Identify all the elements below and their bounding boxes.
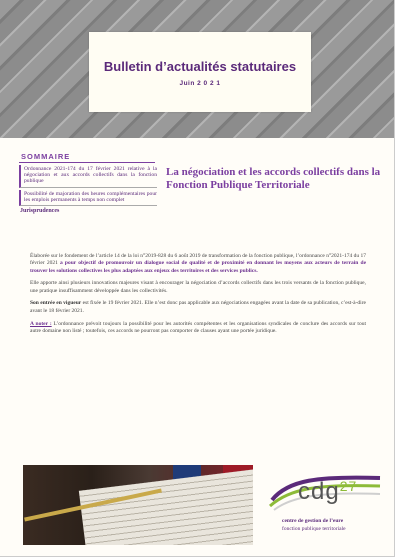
paragraph-highlight: Son entrée en vigueur <box>30 300 82 307</box>
paragraph-4 <box>30 321 366 336</box>
logo-wordmark <box>298 478 357 506</box>
bulletin-date: Juin 2 0 2 1 <box>179 80 221 87</box>
paragraph-text: Élaborée sur le fondement de l’article 14 de la loi n°2019-828 du 6 août 2019 de transformation de la fonction publique, l’ordonnance n°2021-174 du 17 février 2021 <box>30 253 366 267</box>
sommaire-divider <box>19 162 155 163</box>
paragraph-text: est fixée le 19 février 2021. Elle n’est donc pas applicable aux négociations engagées avant la date de sa publication, c’est-à-dire avant le 18 février 2021. <box>30 300 366 314</box>
article-title: La négociation et les accords collectifs dans la Fonction Publique Territoriale <box>166 166 381 191</box>
title-box <box>89 32 311 112</box>
paragraph-2: Elle apporte ainsi plusieurs innovations majeures visant à encourager la négociation d’accords collectifs dans les trois versants de la fonction publique, une pratique insuffisamment développée dans les collectivités. <box>30 280 366 294</box>
logo-line-2: fonction publique territoriale <box>282 526 346 532</box>
cdg27-logo <box>268 470 386 550</box>
logo-line-1: centre de gestion de l’eure <box>282 518 344 524</box>
paragraph-1 <box>30 253 366 275</box>
paragraph-3 <box>30 300 366 315</box>
sommaire-item[interactable]: Ordonnance 2021-174 du 17 février 2021 relative à la négociation et aux accords collectifs dans la fonction publique <box>19 165 157 188</box>
bulletin-title: Bulletin d’actualités statutaires <box>103 59 297 74</box>
logo-name: cdg <box>298 478 340 505</box>
sommaire-heading: SOMMAIRE <box>21 152 71 161</box>
sommaire-item-jurisprudences[interactable]: Jurisprudences <box>20 208 60 215</box>
logo-number: 27 <box>339 478 358 494</box>
sommaire-list <box>19 165 157 214</box>
paragraph-highlight: a pour objectif de promouvoir un dialogue social de qualité et de proximité en donnant les moyens aux acteurs de terrain de trouver les solutions collectives les plus adaptées aux enjeux des territoires et des services publics. <box>30 260 367 274</box>
paragraph-text: L’ordonnance prévoit toujours la possibilité pour les autorités compétentes et les organisations syndicales de conclure des accords sur tout autre domaine non listé ; toutefois, ces accords ne pourront pas comporter de clauses ayant une portée juridique. <box>30 320 366 334</box>
note-label: A noter : <box>30 320 52 327</box>
article-body <box>30 253 366 341</box>
paper-shape <box>79 468 253 545</box>
sommaire-item[interactable]: Possibilité de majoration des heures complémentaires pour les emplois permanents à temps non complet <box>19 190 157 206</box>
document-photo <box>23 465 253 545</box>
